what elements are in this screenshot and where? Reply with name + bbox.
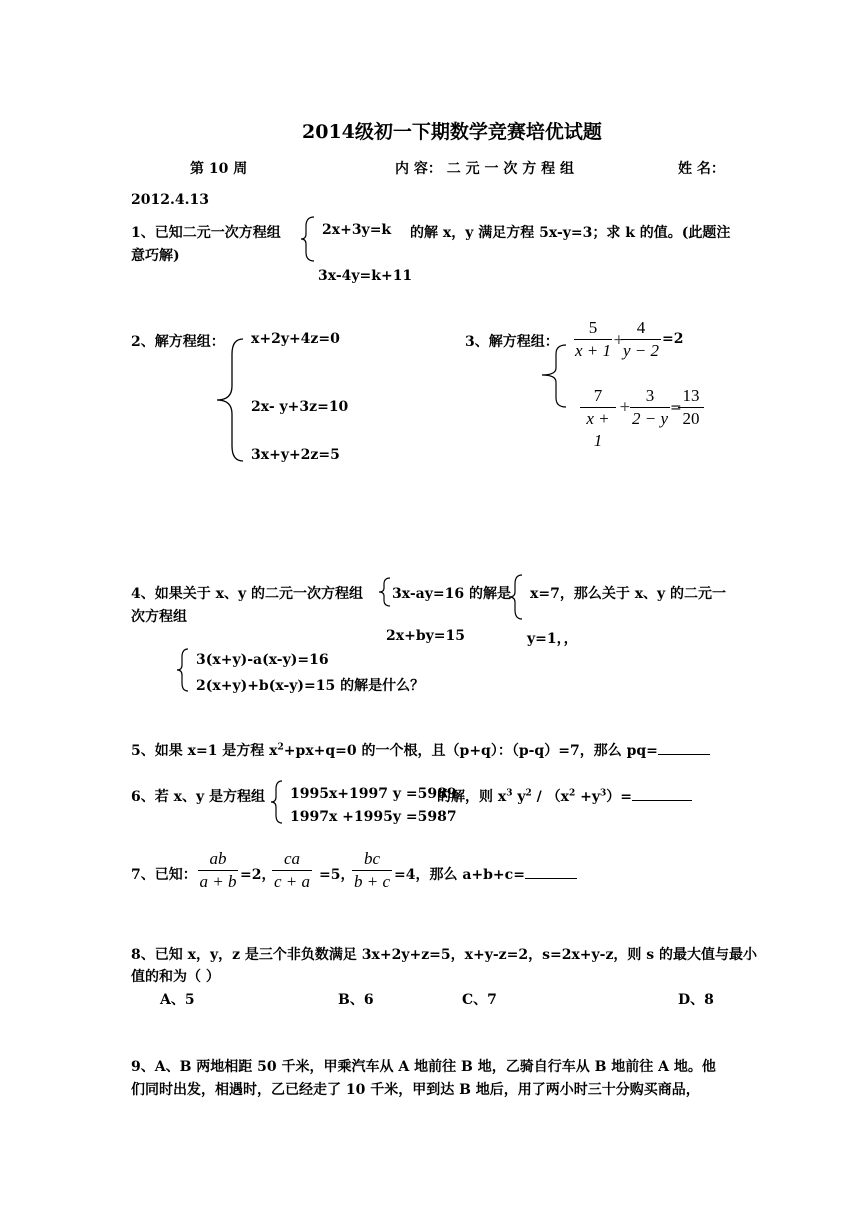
q7-frac3-den: b + c [353, 872, 391, 891]
q3-plus1: + [613, 332, 625, 348]
q4-sys2: 2(x+y)+b(x-y)=15 的解是什么？ [196, 678, 425, 694]
q4-brace3 [176, 648, 190, 692]
q3-equals: = [670, 400, 682, 416]
q2-eq2: 2x- y+3z=10 [251, 399, 349, 415]
q7-prefix: 7、已知： [131, 867, 197, 883]
q8-line2: 值的和为（ ） [131, 969, 220, 985]
q1-eq1: 2x+3y=k [322, 222, 392, 238]
q7-r3-wrap [394, 864, 577, 884]
q4-eq2: 2x+by=15 [386, 628, 465, 644]
q7-r2: =5， [319, 867, 355, 883]
q3-frac3 [580, 385, 616, 452]
name-label: 姓 名： [678, 161, 725, 177]
q4-sys1: 3(x+y)-a(x-y)=16 [196, 652, 329, 668]
q7-frac1-den: a + b [199, 872, 237, 891]
q8-option-b[interactable]: B、6 [338, 992, 374, 1008]
q3-brace [540, 344, 570, 408]
q3-rhs1: =2 [662, 331, 684, 347]
q3-frac2-den: y − 2 [622, 341, 660, 360]
q8-option-d[interactable]: D、8 [678, 992, 714, 1008]
q3-frac4-den: 2 − y [631, 409, 669, 428]
q6-mid2: / （x [531, 789, 569, 805]
q6-y: y [512, 789, 526, 805]
q4-brace1 [378, 577, 392, 607]
q6-sup1: 3 [506, 788, 513, 799]
q5-text [131, 740, 710, 760]
q1-text: 的解 x，y 满足方程 5x-y=3；求 k 的值。(此题注 [410, 225, 731, 241]
q3-frac4-num: 3 [645, 386, 655, 405]
q3-frac3-num: 7 [593, 386, 603, 405]
q3-frac5-num: 13 [682, 386, 700, 405]
q7-answer-blank[interactable] [525, 878, 577, 879]
q8-option-a[interactable]: A、5 [160, 992, 195, 1008]
q6-mid3: +y [575, 789, 601, 805]
content-label: 内 容： 二 元 一 次 方 程 组 [395, 161, 574, 177]
q2-eq1: x+2y+4z=0 [251, 331, 340, 347]
q7-frac2 [272, 848, 312, 893]
q6-expr [437, 786, 692, 806]
q3-frac3-den: x + 1 [586, 409, 610, 450]
q3-frac5 [678, 385, 704, 430]
q1-brace [300, 216, 316, 262]
q6-brace [270, 780, 284, 824]
q7-r1: =2， [240, 867, 276, 883]
q7-frac1-num: ab [209, 849, 227, 868]
q6-eq2: 1997x +1995y =5987 [290, 809, 457, 825]
q5-text-a: 5、如果 x=1 是方程 x [131, 743, 278, 759]
q6-end: ）= [606, 789, 633, 805]
date-label: 2012.4.13 [131, 192, 209, 208]
q3-frac2-num: 4 [636, 318, 646, 337]
q3-frac2 [621, 317, 661, 362]
q2-brace [215, 338, 245, 462]
q6-sup4: 3 [600, 788, 607, 799]
q3-plus2: + [619, 399, 631, 415]
page-title: 2014级初一下期数学竞赛培优试题 [302, 121, 602, 143]
q7-r3: =4，那么 a+b+c= [394, 867, 525, 883]
q7-frac2-num: ca [283, 849, 301, 868]
q8-option-c[interactable]: C、7 [462, 992, 497, 1008]
q3-frac1-den: x + 1 [574, 341, 612, 360]
q6-answer-blank[interactable] [632, 800, 692, 801]
q6-sup2: 2 [525, 788, 532, 799]
q5-text-b: +px+q=0 的一个根，且（p+q）：（p-q）=7，那么 pq= [283, 743, 658, 759]
q1-eq2: 3x-4y=k+11 [318, 268, 413, 284]
q2-eq3: 3x+y+2z=5 [251, 447, 340, 463]
q7-frac3-num: bc [363, 849, 381, 868]
q1-text2: 意巧解) [131, 248, 180, 264]
q3-frac4 [630, 385, 670, 430]
q9-line2: 们同时出发，相遇时，乙已经走了 10 千米，甲到达 B 地后，用了两小时三十分购买商品， [131, 1082, 700, 1098]
q6-mid: 的解，则 x [437, 789, 507, 805]
q5-sup: 2 [277, 742, 284, 753]
q3-prefix: 3、解方程组： [465, 334, 559, 350]
q6-sup3: 2 [569, 788, 576, 799]
q4-text2: 次方程组 [131, 609, 187, 625]
q8-line1: 8、已知 x，y，z 是三个非负数满足 3x+2y+z=5，x+y-z=2，s=2x+y-z，则 s 的最大值与最小 [131, 947, 758, 963]
q4-sol2: y=1，， [527, 631, 578, 647]
q7-frac2-den: c + a [273, 872, 311, 891]
q4-eq1: 3x-ay=16 的解是 [392, 586, 511, 602]
q7-frac3 [352, 848, 392, 893]
q5-answer-blank[interactable] [658, 754, 710, 755]
q4-sol1: x=7，那么关于 x、y 的二元一 [530, 586, 727, 602]
q6-eq1: 1995x+1997 y =5989 [290, 786, 457, 802]
q4-brace2 [508, 574, 524, 620]
q6-prefix: 6、若 x、y 是方程组 [131, 789, 265, 805]
q3-frac1 [574, 317, 612, 362]
week-label: 第 10 周 [190, 161, 248, 177]
q2-prefix: 2、解方程组： [131, 334, 225, 350]
q4-prefix: 4、如果关于 x、y 的二元一次方程组 [131, 586, 363, 602]
q1-prefix: 1、已知二元一次方程组 [131, 225, 281, 241]
q3-frac1-num: 5 [588, 318, 598, 337]
q7-frac1 [198, 848, 238, 893]
q3-frac5-den: 20 [682, 409, 700, 428]
q9-line1: 9、A、B 两地相距 50 千米，甲乘汽车从 A 地前往 B 地，乙骑自行车从 B 地前往 A 地。他 [131, 1059, 716, 1075]
